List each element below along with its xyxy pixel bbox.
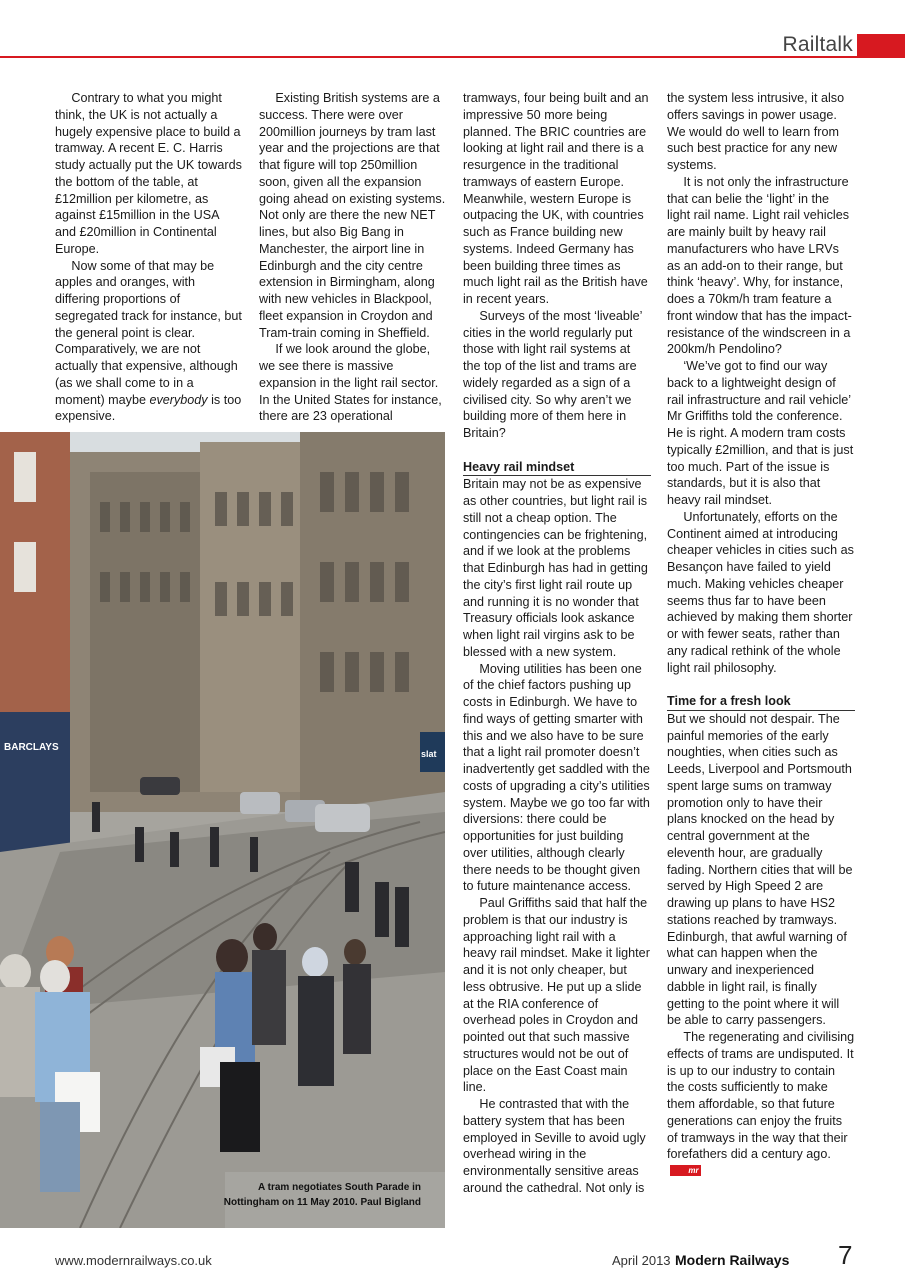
paragraph: Paul Griffiths said that half the problem is that our industry is approaching light rail with a heavy rail mindset. Make it lighter and it is not only cheaper, but less obtrusive. He put up a slide at the RIA conference of overhead poles in Croydon and pointed out that such massive structures would not be out of place on the East Coast main line. xyxy=(463,896,650,1095)
paragraph: Now some of that may be apples and oranges, with differing proportions of segregated track for instance, but the general point is clear. Comparatively, we are not actually that expensive, although (as we shall come to in a moment) maybe everybody is too expensive. xyxy=(55,258,242,424)
page-number: 7 xyxy=(838,1240,853,1270)
paragraph: If we look around the globe, we see there is massive expansion in the light rail sector. In the United States for instance, there are 23 operational xyxy=(259,342,442,424)
footer-magazine-name: Modern Railways xyxy=(675,1252,790,1268)
paragraph: Unfortunately, efforts on the Continent aimed at introducing cheaper vehicles in cities such as Besançon have failed to yield much. Making vehicles cheaper seems thus far to have been achieved by making them shorter or with fewer seats, rather than any radical rethink of the whole light rail philosophy. xyxy=(667,509,854,675)
paragraph: tramways, four being built and an impressive 50 more being planned. The BRIC countries are looking at light rail and there is a resurgence in the traditional tramways of eastern Europe. Meanwhile, western Europe is outpacing the UK, with countries such as France building new systems. Indeed Germany has been building three times as much light rail as the British have in recent years. xyxy=(463,91,649,306)
paragraph: Surveys of the most ‘liveable’ cities in the world regularly put those with light rail systems at the top of the list and trams are widely regarded as a sign of a civilised city. So why aren’t we building more of them here in Britain? xyxy=(463,308,642,440)
shop-sign: slat xyxy=(421,749,437,759)
paragraph: He contrasted that with the battery system that has been employed in Seville to avoid ugly overhead wiring in the environmentally sensitive areas around the cathedral. Not only is xyxy=(463,1097,646,1195)
barclays-sign: BARCLAYS xyxy=(4,742,59,753)
street-scene-illustration xyxy=(0,432,445,1228)
emphasis: everybody xyxy=(149,392,208,407)
photo-caption: A tram negotiates South Parade in Nottingham on 11 May 2010. Paul Bigland xyxy=(223,1182,421,1208)
paragraph: The regenerating and civilising effects of trams are undisputed. It is up to our industry to contain the costs sufficiently to make them affordable, so that future generations can enjoy the fruits of tramways in the way that their forefathers did a century ago.mr xyxy=(667,1030,855,1175)
section-tab xyxy=(857,34,905,56)
article-column-1 xyxy=(55,90,243,425)
paragraph: Moving utilities has been one of the chief factors pushing up costs in Edinburgh. We have to find ways of getting smarter with this and we also have to be sure that a light rail promoter doesn’t inadvertently get saddled with the costs of upgrading a city’s utilities system. Maybe we go too far with diversions: there could be opportunities for just building over utilities, although clearly there needs to be thought given to future maintenance access. xyxy=(463,661,650,894)
paragraph: ‘We’ve got to find our way back to a lightweight design of rail infrastructure and rail vehicle’ Mr Griffiths told the conference. He is right. A modern tram costs typically £2million, and that is just too much. Part of the issue is standards, but it is also that heavy rail mindset. xyxy=(667,359,854,507)
article-column-2 xyxy=(259,90,447,425)
paragraph: Contrary to what you might think, the UK is not actually a hugely expensive place to build a tramway. A recent E. C. Harris study actually put the UK towards the bottom of the table, at £12million per kilometre, as against £15million in the USA and £20million in Continental Europe. xyxy=(55,91,242,256)
paragraph: the system less intrusive, it also offers savings in power usage. We would do well to learn from such best practice for any new systems. xyxy=(667,91,845,172)
paragraph: Britain may not be as expensive as other countries, but light rail is still not a cheap option. The contingencies can be frightening, and if we look at the problems that Edinburgh has had in getting the city’s first light rail route up and running it is no wonder that Treasury officials look askance when light rail virgins ask to be blessed with a new system. xyxy=(463,477,648,659)
subheading: Time for a fresh look xyxy=(667,693,855,711)
paragraph: Existing British systems are a success. There were over 200million journeys by tram last year and the projections are that that figure will top 250million soon, given all the expansion going ahead on existing systems. Not only are there the new NET lines, but also Big Bang in Manchester, the airport line in Edinburgh and the city centre extension in Birmingham, along with new vehicles in Blackpool, fleet expansion in Croydon and Tram-train coming in Sheffield. xyxy=(259,91,446,340)
article-column-4 xyxy=(667,90,855,1180)
footer-issue: April 2013 xyxy=(612,1253,671,1268)
footer-url: www.modernrailways.co.uk xyxy=(55,1253,212,1268)
section-label: Railtalk xyxy=(782,33,853,56)
street-photo xyxy=(0,432,445,1228)
article-column-3 xyxy=(463,90,651,1197)
subheading: Heavy rail mindset xyxy=(463,459,651,477)
paragraph: But we should not despair. The painful memories of the early noughties, when cities such as Leeds, Liverpool and Portsmouth spent large sums on tramway promotion only to have their plans knocked on the head by central government at the eleventh hour, are gradually fading. Northern cities that will be served by High Speed 2 are drawing up plans to have HS2 stations reached by tramways. Edinburgh, that awful warning of what can happen when the unwary and inexperienced dabble in light rail, is finally getting to the point where it will be able to carry passengers. xyxy=(667,711,853,1028)
header-rule xyxy=(0,56,905,58)
paragraph: It is not only the infrastructure that can belie the ‘light’ in the light rail name. Light rail vehicles are mainly built by heavy rail manufacturers who have LRVs as an add-on to their range, but think ‘heavy’. Why, for instance, does a 70km/h tram feature a front window that has the impact-resistance of the windscreen in a 200km/h Pendolino? xyxy=(667,174,852,357)
end-mark-logo: mr xyxy=(670,1165,701,1176)
